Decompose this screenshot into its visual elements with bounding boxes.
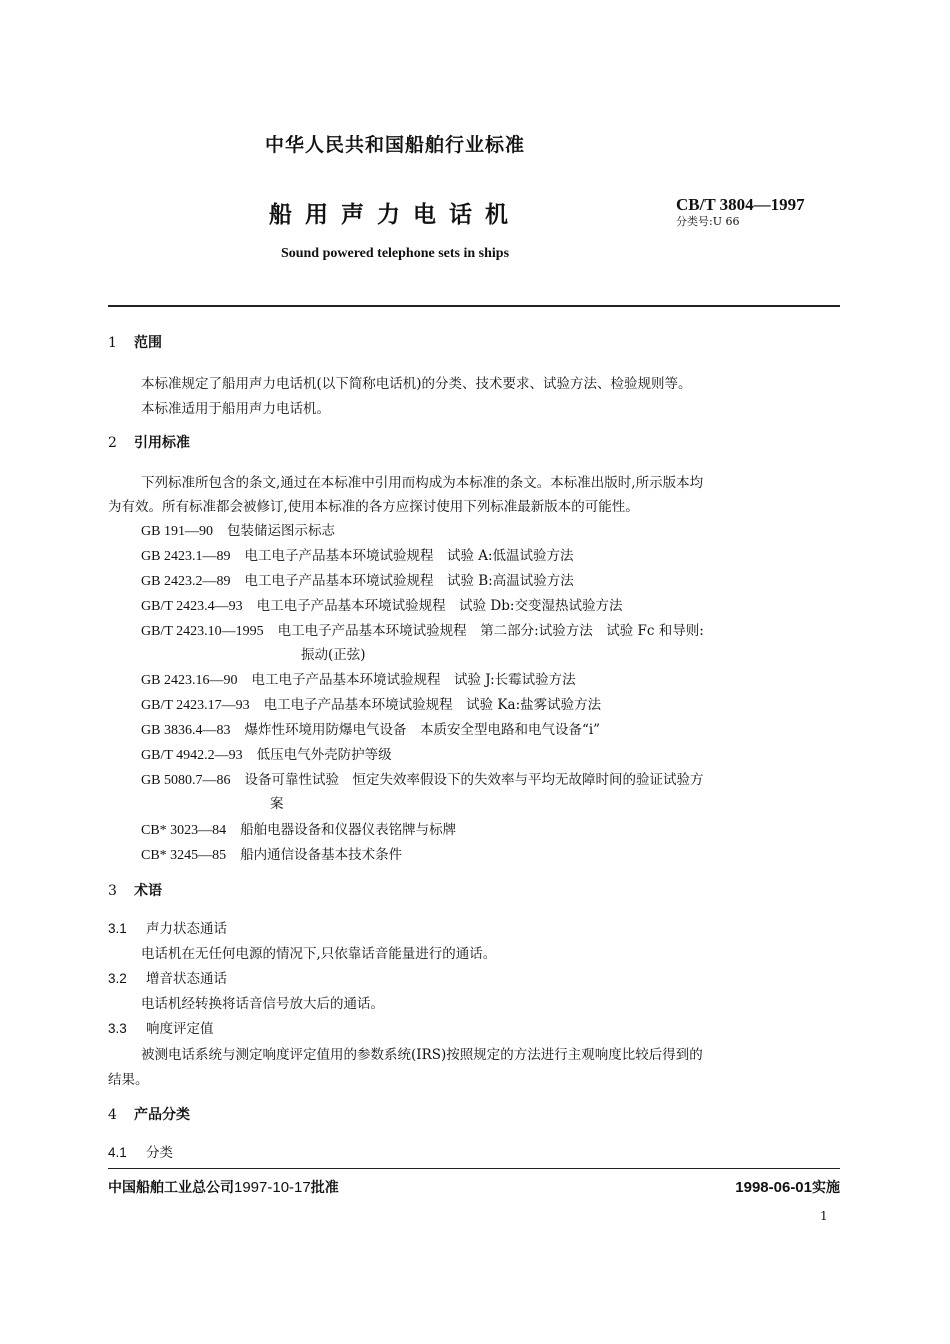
reference-title: 电工电子产品基本环境试验规程 试验 Ka:盐雾试验方法 bbox=[263, 697, 602, 713]
section-title: 术语 bbox=[134, 883, 162, 899]
reference-item bbox=[141, 843, 402, 864]
subsection-title: 分类 bbox=[146, 1145, 173, 1161]
reference-title: 船舶电器设备和仪器仪表铭牌与标牌 bbox=[240, 822, 457, 838]
reference-code: GB 5080.7—86 bbox=[141, 773, 231, 788]
section-3-heading bbox=[108, 880, 162, 900]
term-heading bbox=[108, 967, 227, 987]
subsection-number: 4.1 bbox=[108, 1145, 127, 1160]
term-definition-line-2: 结果。 bbox=[108, 1072, 149, 1088]
reference-title: 电工电子产品基本环境试验规程 试验 A:低温试验方法 bbox=[244, 548, 574, 564]
term-definition-line-1: 被测电话系统与测定响度评定值用的参数系统(IRS)按照规定的方法进行主观响度比较后得到的 bbox=[141, 1047, 703, 1063]
reference-code: GB 191—90 bbox=[141, 524, 213, 539]
section-4-heading bbox=[108, 1104, 190, 1124]
implementation-date: 1998-06-01 bbox=[735, 1179, 812, 1196]
reference-item bbox=[141, 718, 600, 739]
term-number: 3.2 bbox=[108, 971, 127, 986]
page-number: 1 bbox=[820, 1209, 828, 1223]
approval-line bbox=[108, 1177, 339, 1197]
implementation-word: 实施 bbox=[812, 1180, 840, 1196]
reference-code: CB* 3245—85 bbox=[141, 848, 227, 863]
section-number: 1 bbox=[108, 335, 117, 351]
references-intro-line-2: 为有效。所有标准都会被修订,使用本标准的各方应探讨使用下列标准最新版本的可能性。 bbox=[108, 499, 639, 515]
reference-code: GB 2423.2—89 bbox=[141, 574, 231, 589]
term-number: 3.1 bbox=[108, 921, 127, 936]
header-rule bbox=[108, 305, 840, 307]
approval-word: 批准 bbox=[310, 1180, 339, 1196]
term-title: 增音状态通话 bbox=[146, 971, 227, 987]
standard-code-text: CB/T 3804—1997 bbox=[676, 195, 805, 214]
section-title: 产品分类 bbox=[134, 1107, 190, 1123]
section-number: 4 bbox=[108, 1107, 117, 1123]
classification-number: 分类号:U 66 bbox=[676, 215, 740, 228]
scope-paragraph-1: 本标准规定了船用声力电话机(以下简称电话机)的分类、技术要求、试验方法、检验规则等。 bbox=[141, 376, 692, 392]
reference-code: GB/T 2423.10—1995 bbox=[141, 624, 264, 639]
term-title: 响度评定值 bbox=[146, 1021, 214, 1037]
standard-title-en: Sound powered telephone sets in ships bbox=[280, 246, 510, 261]
reference-title: 电工电子产品基本环境试验规程 试验 B:高温试验方法 bbox=[244, 573, 574, 589]
section-title: 范围 bbox=[134, 335, 162, 351]
reference-item bbox=[141, 594, 622, 615]
approval-date: 1997-10-17 bbox=[234, 1179, 311, 1196]
reference-title: 包装储运图示标志 bbox=[226, 523, 335, 539]
term-definition: 电话机经转换将话音信号放大后的通话。 bbox=[141, 996, 384, 1012]
implementation-line bbox=[735, 1177, 840, 1197]
footer-rule bbox=[108, 1168, 840, 1169]
reference-item bbox=[141, 544, 574, 565]
industry-standard-heading: 中华人民共和国船舶行业标准 bbox=[264, 134, 525, 156]
reference-item bbox=[141, 619, 704, 640]
reference-item bbox=[141, 519, 335, 540]
term-heading bbox=[108, 1017, 214, 1037]
term-title: 声力状态通话 bbox=[146, 921, 227, 937]
section-2-heading bbox=[108, 432, 190, 452]
approver-name: 中国船舶工业总公司 bbox=[108, 1180, 234, 1196]
term-heading bbox=[108, 917, 227, 937]
standard-code bbox=[676, 195, 805, 215]
reference-item bbox=[141, 693, 601, 714]
reference-code: GB/T 4942.2—93 bbox=[141, 748, 243, 763]
reference-code: GB 2423.1—89 bbox=[141, 549, 231, 564]
reference-title-continuation: 振动(正弦) bbox=[301, 647, 366, 663]
subsection-heading bbox=[108, 1141, 173, 1161]
reference-title: 电工电子产品基本环境试验规程 试验 J:长霉试验方法 bbox=[251, 672, 576, 688]
reference-item bbox=[141, 668, 576, 689]
reference-code: CB* 3023—84 bbox=[141, 823, 227, 838]
reference-item bbox=[141, 743, 392, 764]
reference-code: GB/T 2423.4—93 bbox=[141, 599, 243, 614]
reference-title: 设备可靠性试验 恒定失效率假设下的失效率与平均无故障时间的验证试验方 bbox=[244, 772, 704, 788]
section-1-heading bbox=[108, 332, 162, 352]
reference-title: 电工电子产品基本环境试验规程 试验 Db:交变湿热试验方法 bbox=[256, 598, 623, 614]
section-number: 3 bbox=[108, 883, 117, 899]
reference-title: 爆炸性环境用防爆电气设备 本质安全型电路和电气设备“i” bbox=[244, 722, 601, 738]
reference-title: 电工电子产品基本环境试验规程 第二部分:试验方法 试验 Fc 和导则: bbox=[277, 623, 704, 639]
reference-code: GB/T 2423.17—93 bbox=[141, 698, 250, 713]
section-title: 引用标准 bbox=[134, 435, 190, 451]
reference-title-continuation: 案 bbox=[270, 796, 284, 812]
reference-title: 低压电气外壳防护等级 bbox=[256, 747, 392, 763]
reference-code: GB 3836.4—83 bbox=[141, 723, 231, 738]
reference-title: 船内通信设备基本技术条件 bbox=[240, 847, 403, 863]
references-intro-line-1: 下列标准所包含的条文,通过在本标准中引用而构成为本标准的条文。本标准出版时,所示版本均 bbox=[141, 475, 704, 491]
scope-paragraph-2: 本标准适用于船用声力电话机。 bbox=[141, 401, 330, 417]
reference-code: GB 2423.16—90 bbox=[141, 673, 238, 688]
reference-item bbox=[141, 768, 703, 789]
section-number: 2 bbox=[108, 435, 117, 451]
term-definition: 电话机在无任何电源的情况下,只依靠话音能量进行的通话。 bbox=[141, 946, 497, 962]
standard-title-cn: 船用声力电话机 bbox=[269, 202, 521, 228]
term-number: 3.3 bbox=[108, 1021, 127, 1036]
reference-item bbox=[141, 818, 456, 839]
reference-item bbox=[141, 569, 574, 590]
